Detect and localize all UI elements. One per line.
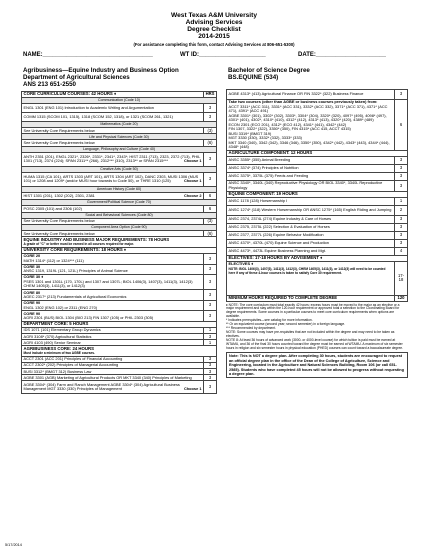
language-courses: ANTH 2351 (201), ENGL 2321*, 2326*, 2331*, 2341*, 2343*; HIST 2311 (713), 2323, 2372 (713), PHIL 1301 (713), 2374 (224); SPAN 2311** (266), 2312*** (310), 2313** or SPAN 2315*** bbox=[23, 153, 201, 164]
course-acct-2301: ACCT 2301 (ACC 201) Principles of Financial Accounting bbox=[22, 357, 204, 363]
course-row[interactable]: HUMA 1315 (CA 101), ARTS 1303 (ART 101), ARTS 1304 (ART 102), DANC 2303, MUSI 1306 (MUS 101) or 1208 and 1209* (and/or MUSI hour towards to Code 50), or THRE 1310 (125) Choose 1 3 bbox=[22, 172, 217, 186]
component-option-label: Component Area Option (Code 90) bbox=[22, 225, 217, 231]
econ-options: ECON 2301 (ECO 201), 4312* (ECO 412), 4341* (441), 4342* (442) bbox=[228, 121, 347, 127]
wtid-field[interactable]: WT ID:____________________ bbox=[180, 52, 266, 58]
form-title: Degree Checklist bbox=[187, 26, 241, 33]
core-30b-course: PSES 1301 and 1301L (170, 170L) and 1307 and 1307L; BIOL 1406(3), 1407(3), 1411(3), 1412(3) CHEM 1405(3), 1411(3), or 1412(3) bbox=[23, 278, 193, 289]
footnote: ** Or an equivalent course (second year; second semester) in a foreign language. bbox=[226, 322, 346, 327]
choose-label: Choose 1 bbox=[183, 158, 202, 164]
footnote: ♦ NOTE: The core curriculum must total exactly 42 hours; excess hours must be moved to the major as an elective or a major requirement and stay within the 120-hour requirement or approved total a selection to the Coordinating Board for degree requirements. Some courses in a particular courses to meet core curriculum requirements when options are available. bbox=[226, 302, 400, 319]
fin-options: FIN 1307, 3322* (322), 3350* (350), FIN 4315* (ACC 415, ACCT 4315) bbox=[228, 126, 351, 132]
electives-header: ELECTIVES: 17-18 HOURS BY ADVISEMENT ♦ bbox=[227, 255, 408, 261]
course-row[interactable]: CORE 80 AGEC 2317* (213) Fundamentals of Agricultural Economics 3 bbox=[22, 290, 217, 301]
agbe-options: AGBE 3301* (301), 3302* (302), 3303*, 3304* (304), 3320* (320), 4097* (495), 4098* (497), 4301* (401), 4302*, 4310* (410), 4312* (412), 4313* (413), 4320* (420), 4389* (489) bbox=[228, 112, 387, 123]
course-ansc-2377: ANSC 2377, 2377L (226) Equine Behavior Modification bbox=[227, 231, 395, 239]
course-row[interactable]: ENGL 1301 (ENG 101) Introduction to Academic Writing and Argumentation 3 bbox=[22, 104, 217, 113]
assistance-note: (For assistance completing this form, contact Advising Services at 806-651-5300) bbox=[133, 42, 295, 47]
hrs-header: HRS bbox=[204, 92, 217, 98]
course-row[interactable]: CORE 90 ENGL 1302 (ENG 102) or 2311 (ENG 270) 3 bbox=[22, 300, 217, 311]
acct-options: ACCT 3311* (ACC 311), 3331* (ACC 331), 3332* (ACC 332), 3371* (ACC 371), 4371* (ACC 471), 4391* (ACC 491) bbox=[228, 103, 388, 114]
right-checklist bbox=[226, 89, 408, 378]
core-20-course: MATH 1314* (112) or 1324*** (111) bbox=[23, 257, 84, 263]
busi-options: BUSI 3319* (BMGT 319) bbox=[228, 130, 272, 136]
course-row[interactable]: AGRI 3108* (370) Agricultural Statistics 3 bbox=[22, 334, 217, 340]
department-core-header: DEPARTMENT CORE: 5 HOURS bbox=[22, 322, 217, 328]
program-title: Agribusiness—Equine Industry and Business Option bbox=[23, 67, 179, 74]
course-engl-1301: ENGL 1301 (ENG 101) Introduction to Academic Writing and Argumentation bbox=[22, 104, 204, 113]
course-row[interactable]: ANSC 1274* (118) Western Horsemanship OR ANSC 1275* (165) English Riding and Jumping 2 bbox=[227, 205, 408, 215]
course-ansc-2375: ANSC 2375, 2375L (222) Selection & Evaluation of Horses bbox=[227, 223, 395, 231]
core-curriculum-header: CORE CURRICULUM COURSES: 42 HOURS ♦ bbox=[22, 92, 204, 98]
course-agri-3108: AGRI 3108* (370) Agricultural Statistics bbox=[22, 334, 204, 340]
government-label: Government/Political Science (Code 70) bbox=[22, 199, 217, 205]
course-row[interactable]: ANSC 1178 (128) Horsemanship I 1 bbox=[227, 197, 408, 205]
course-agri-4103: AGRI 4103 (490) Senior Seminar bbox=[22, 340, 204, 346]
course-ids-1071: IDS 1071 (101) Elementary Group Dynamics bbox=[22, 328, 204, 334]
course-row[interactable]: ANSC 3374* (374) Principles of Nutrition 3 bbox=[227, 165, 408, 173]
footnote: NOTE 8: At least 36 hours of advanced work (3000- or 4000-level course) for which tuition is paid must be earned at WTAMU, and 36 of the final 30 hours counted toward the degree must be earned at WTAMU. A maximum of six semester hours in religion and six semester hours in physical education (PHED) courses can count toward a baccalaureate degree. bbox=[226, 337, 404, 350]
catalog-year: 2014-2015 bbox=[198, 33, 230, 40]
core-20-label: CORE 20 bbox=[23, 253, 41, 259]
course-acct-2302: ACCT 2302* (202) Principles of Managerial Accounting bbox=[22, 363, 204, 369]
course-row[interactable]: IDS 1071 (101) Elementary Group Dynamics 1 bbox=[22, 328, 217, 334]
minimum-hours-label: MINIMUM HOURS REQUIRED TO COMPLETE DEGREE bbox=[227, 295, 395, 301]
take-two-courses-note: Take two courses (other than AGBE or business courses previously taken) from: bbox=[228, 99, 378, 105]
left-checklist: CORE CURRICULUM COURSES: 42 HOURS ♦ HRS Communication (Code 10) ENGL 1301 (ENG 101) Introduction to Academic Writing and Argumentation 3 COMM 1315 (SCOM 101, 1315), 1318 (SCOM 152, 1318), or 1321 (SCOM 261, 1321) 3 Mathematics (Code 20) See University Core Requirements below (3) Life and Physical Sciences (Code 30) See University Core Requirements below (6) Language, Philosophy and Culture (Code 40) ANTH 2351 (201), ENGL 2321*, 2326*, 2331*, 2341*, 2343*; HIST 2311 (713), 2323, 2372 (713), PHIL 1301 (713), 2374 (224); SPAN 2311** (266), 2312*** (310), 2313** or SPAN 2315*** Choose 1 3 Creative Arts (Code 50) HUMA 1315 (CA 101), ARTS 1303 (ART 101), ARTS 1304 (ART 102), DANC 2303, MUSI 1306 (MUS 101) or 1208 and 1209* (and/or MUSI hour towards to Code 50), or THRE 1310 (125) Choose 1 3 American History (Code 60) HIST 1301 (201), 1302 (202), 2301, 2381 Choose 2 6 Government/Political Science (Code 70) POSC 2305 (101) and 2306 (102) 6 Social and Behavioral Sciences (Code 80) See University Core Requirements below (3) Component Area Option (Code 90) See University Core Requirements below (6) EQUINE INDUSTRY AND BUSINESS MAJOR REQUIREMENTS: 78 HOURS A grade of "C" or better must be earned in all courses required for major. UNIVERSITY CORE REQUIREMENTS: 18 HOURS ♦ CORE 20 MATH 1314* (112) or 1324*** (111) 3 CORE 30 ANSC 1319, 1319L (121, 121L) Principles of Animal Science 3 CORE 30 ♦ PSES 1301 and 1301L (170, 170L) and 1307 and 1307L; BIOL 1406(3), 1407(3), 1411(3), 1412(3) CHEM 1405(3), 1411(3), or 1412(3) 3 CORE 80 AGEC 2317* (213) Fundamentals of Agricultural Economics 3 CORE 90 ENGL 1302 (ENG 102) or 2311 (ENG 270) 3 CORE 90 AGRI 2301 (BUS) BIOL 1304 (BIO 213) FIN 1307 (105) or PHIL 2303 (305) 3 DEPARTMENT CORE: 5 HOURS IDS 1071 (101) Elementary Group Dynamics 1 AGRI 3108* (370) Agricultural Statistics 3 AGRI 4103 (490) Senior Seminar 1 AGRIBUSINESS CORE: 24 HOURS Must include a minimum of two AGBE courses. ACCT 2301 (ACC 201) Principles of Financial Accounting 3 ACCT 2302* (202) Principles of Managerial Accounting 3 BUSI 3312* (BMGT 312) Business Law 3 AGBE 3301 (AGB) Marketing of Agricultural Products OR MKT 3340 (340) Principles of Marketing 3 AGBE 3304* (304) Farm and Ranch Management AGBE 3304* (304) Agricultural Business Management MGT 3330 (330) Principles of Management Choose 1 3 bbox=[21, 91, 217, 394]
history-courses: HIST 1301 (201), 1302 (202), 2301, 2381 bbox=[23, 192, 95, 198]
office-location: ANS 213 651-2550 bbox=[23, 81, 76, 88]
arts-courses: HUMA 1315 (CA 101), ARTS 1303 (ART 101), ARTS 1304 (ART 102), DANC 2303, MUSI 1306 (MUS 101) or 1208 and 1209* (and/or MUSI hour towards to Code 50), or THRE 1310 (125) bbox=[23, 173, 199, 184]
major-requirements-header: EQUINE INDUSTRY AND BUSINESS MAJOR REQUIREMENTS: 78 HOURS bbox=[23, 236, 170, 242]
course-row[interactable]: ANSC 2374, 2374L (274) Equine Industry & Care of Horses 3 bbox=[227, 215, 408, 223]
component-see-below: See University Core Requirements below bbox=[22, 231, 204, 237]
course-busi-3312: BUSI 3312* (BMGT 312) Business Law bbox=[22, 369, 204, 375]
course-row[interactable]: ANSC 4370*, 4370L (470) Equine Science and Production 3 bbox=[227, 239, 408, 247]
footnote: *** Recommended by department. bbox=[226, 326, 277, 330]
course-row[interactable]: COMM 1315 (SCOM 101, 1315), 1318 (SCOM 152, 1318), or 1321 (SCOM 261, 1321) 3 bbox=[22, 113, 217, 122]
core-30-label: CORE 30 bbox=[23, 264, 41, 269]
university-title: West Texas A&M University bbox=[171, 12, 257, 19]
course-ansc-3340: ANSC 3340*, 3340L (340) Reproductive Physiology OR BIOL 3340*, 3340L Reproductive Physiology bbox=[227, 181, 395, 192]
government-courses: POSC 2305 (101) and 2306 (102) bbox=[22, 205, 204, 212]
date-field[interactable]: DATE:_____________________ bbox=[298, 52, 386, 58]
course-ansc-4370: ANSC 4370*, 4370L (470) Equine Science and Production bbox=[227, 239, 395, 247]
course-agbe-3304: AGBE 3304* (304) Farm and Ranch Management AGBE 3304* (304) Agricultural Business Management MGT 3330 (330) Principles of Management bbox=[23, 381, 180, 392]
degree-code: BS.EQUINE (534) bbox=[228, 74, 279, 81]
university-core-header: UNIVERSITY CORE REQUIREMENTS: 18 HOURS ♦ bbox=[22, 247, 217, 253]
name-field[interactable]: NAME:_________________________________ bbox=[23, 52, 153, 58]
wtid-label: WT ID: bbox=[180, 52, 199, 58]
footnote: NOTE: Some courses may have pre-requisites that are not included within the degree and may need to be taken as electives. bbox=[226, 329, 395, 338]
course-row[interactable]: ANSC 3340*, 3340L (340) Reproductive Physiology OR BIOL 3340*, 3340L Reproductive Physiology 3 bbox=[227, 181, 408, 192]
core-90b-label: CORE 90 bbox=[23, 310, 41, 316]
course-agbe-3301: AGBE 3301 (AGB) Marketing of Agricultural Products OR MKT 3340 (340) Principles of Marketing bbox=[22, 375, 204, 381]
course-row[interactable]: ANSC 3375*, 3375L (375) Feeds and Feeding 3 bbox=[227, 173, 408, 181]
course-row[interactable]: ACCT 2302* (202) Principles of Managerial Accounting 3 bbox=[22, 363, 217, 369]
mathematics-label: Mathematics (Code 20) bbox=[22, 122, 217, 128]
course-row[interactable]: ANSC 3355* (355) Animal Breeding 3 bbox=[227, 157, 408, 165]
course-ansc-3355: ANSC 3355* (355) Animal Breeding bbox=[227, 157, 395, 165]
course-row[interactable]: ANSC 2375, 2375L (222) Selection & Evaluation of Horses 3 bbox=[227, 223, 408, 231]
agriculture-component-header: AGRICULTURE COMPONENT: 12 HOURS bbox=[227, 151, 408, 157]
social-see-below: See University Core Requirements below bbox=[22, 219, 204, 225]
core-30-course: ANSC 1319, 1319L (121, 121L) Principles of Animal Science bbox=[23, 268, 128, 274]
choose-label: Choose 1 bbox=[183, 386, 202, 392]
course-agbe-4313: AGBE 4313* (413) Agricultural Finance OR FIN 3322* (322) Business Finance bbox=[227, 90, 395, 100]
core-90b-course: AGRI 2301 (BUS) BIOL 1304 (BIO 213) FIN 1307 (105) or PHIL 2303 (305) bbox=[23, 315, 154, 321]
core-80-label: CORE 80 bbox=[23, 289, 41, 295]
department-title: Department of Agricultural Sciences bbox=[23, 74, 130, 81]
course-row[interactable]: ANSC 4473*, 4473L Equine Business Planning and Mgt. 4 bbox=[227, 247, 408, 255]
minimum-hours-value: 120 bbox=[395, 295, 408, 301]
course-row[interactable]: POSC 2305 (101) and 2306 (102) 6 bbox=[22, 205, 217, 212]
course-ansc-1178: ANSC 1178 (128) Horsemanship I bbox=[227, 197, 395, 205]
core-80-course: AGEC 2317* (213) Fundamentals of Agricultural Economics bbox=[23, 294, 127, 300]
grade-note: A grade of "C" or better must be earned in all courses required for major. bbox=[23, 242, 134, 247]
social-sciences-label: Social and Behavioral Sciences (Code 80) bbox=[22, 212, 217, 218]
course-row[interactable]: AGBE 4313* (413) Agricultural Finance OR FIN 3322* (322) Business Finance 3 bbox=[227, 90, 408, 100]
language-label: Language, Philosophy and Culture (Code 40) bbox=[22, 146, 217, 152]
math-see-below: See University Core Requirements below bbox=[22, 128, 204, 134]
mgt-options: MGT 3330 (330), 3332* (332), 3333* (333) bbox=[228, 135, 302, 141]
course-row[interactable]: AGBE 3304* (304) Farm and Ranch Management AGBE 3304* (304) Agricultural Business Management MGT 3330 (330) Principles of Management Choose 1 3 bbox=[22, 381, 217, 394]
course-row[interactable]: ELECTIVES ♦ NOTE: BIOL 1406(3), 1407(3), 1411(3), 1412(3), CHEM 1405(3), 1411(3), or 1412(3) will need to be counted here if any of these 4-hour courses is taken to satisfy Core 30 requirement. 17-18 bbox=[227, 261, 408, 295]
choose-label: Choose 1 bbox=[183, 178, 202, 184]
course-ansc-3374: ANSC 3374* (374) Principles of Nutrition bbox=[227, 165, 395, 173]
creative-arts-label: Creative Arts (Code 50) bbox=[22, 166, 217, 172]
communication-label: Communication (Code 10) bbox=[22, 98, 217, 104]
course-ansc-3375: ANSC 3375*, 3375L (375) Feeds and Feeding bbox=[227, 173, 395, 181]
agribusiness-core-header: AGRIBUSINESS CORE: 24 HOURS bbox=[23, 345, 94, 351]
agribusiness-core-note: Must include a minimum of two AGBE courses. bbox=[23, 351, 95, 356]
course-row[interactable]: ANTH 2351 (201), ENGL 2321*, 2326*, 2331*, 2341*, 2343*; HIST 2311 (713), 2323, 2372 (713), PHIL 1301 (713), 2374 (224); SPAN 2311** (266), 2312*** (310), 2313** or SPAN 2315*** Choose 1 3 bbox=[22, 152, 217, 166]
course-ansc-2374: ANSC 2374, 2374L (274) Equine Industry & Care of Horses bbox=[227, 215, 395, 223]
degree-plan-note: Note: This is NOT a degree plan. After completing 30 hours, students are encouraged to request an official degree plan in the office of the Dean of the College of Agriculture, Science and Engineering, located in the Agriculture and Natural Sciences Building, Room 106 (or call 651-2585). Students who have completed 45 hours will not be allowed to progress without requesting a degree plan. bbox=[226, 352, 408, 378]
core-90a-label: CORE 90 bbox=[23, 300, 41, 306]
course-ansc-4473: ANSC 4473*, 4473L Equine Business Planning and Mgt. bbox=[227, 247, 395, 255]
core-90a-course: ENGL 1302 (ENG 102) or 2311 (ENG 270) bbox=[23, 304, 98, 310]
course-ansc-1274: ANSC 1274* (118) Western Horsemanship OR ANSC 1275* (165) English Riding and Jumping bbox=[227, 205, 395, 215]
electives-label: ELECTIVES ♦ bbox=[228, 261, 254, 267]
revision-date: 5/17/2014 bbox=[5, 543, 22, 547]
course-row[interactable]: CORE 90 AGRI 2301 (BUS) BIOL 1304 (BIO 213) FIN 1307 (105) or PHIL 2303 (305) 3 bbox=[22, 311, 217, 322]
course-row[interactable]: Take two courses (other than AGBE or business courses previously taken) from: ACCT 3311* (ACC 311), 3331* (ACC 331), 3332* (ACC 332), 3371* (ACC 371), 4371* (ACC 471), 4391* (ACC 491) AGBE 3301* (301), 3302* (302), 3303*, 3304* (304), 3320* (320), 4097* (495), 4098* (497), 4301* (401), 4302*, 4310* (410), 4312* (412), 4313* (413), 4320* (420), 4389* (489) ECON 2301 (ECO 201), 4312* (ECO 412), 4341* (441), 4342* (442) FIN 1307, 3322* (322), 3350* (350), FIN 4315* (ACC 415, ACCT 4315) BUSI 3319* (BMGT 319) MGT 3330 (330), 3332* (332), 3333* (333) MKT 3340 (340), 3342 (342), 3346 (346), 3350* (350), 4342* (442), 4343* (443), 4344* (444), 4348* (448) 6 bbox=[227, 100, 408, 151]
degree-title: Bachelor of Science Degree bbox=[228, 67, 310, 74]
course-row[interactable]: AGRI 4103 (490) Senior Seminar 1 bbox=[22, 340, 217, 346]
equine-component-header: EQUINE COMPONENT: 19 HOURS bbox=[227, 191, 408, 197]
core-30b-label: CORE 30 ♦ bbox=[23, 274, 44, 280]
life-sciences-label: Life and Physical Sciences (Code 30) bbox=[22, 134, 217, 140]
course-row[interactable]: CORE 30 ♦ PSES 1301 and 1301L (170, 170L) and 1307 and 1307L; BIOL 1406(3), 1407(3), 1411(3), 1412(3) CHEM 1405(3), 1411(3), or 1412(3) 3 bbox=[22, 275, 217, 290]
course-row[interactable]: BUSI 3312* (BMGT 312) Business Law 3 bbox=[22, 369, 217, 375]
american-history-label: American History (Code 60) bbox=[22, 186, 217, 192]
course-row[interactable]: HIST 1301 (201), 1302 (202), 2301, 2381 Choose 2 6 bbox=[22, 192, 217, 199]
footnotes bbox=[226, 304, 408, 351]
electives-note: NOTE: BIOL 1406(3), 1407(3), 1411(3), 1412(3), CHEM 1405(3), 1411(3), or 1412(3) will need to be counted here if any of these 4-hour courses is taken to satisfy Core 30 requirement. bbox=[228, 266, 386, 276]
footnote: * Indicates prerequisites—see catalog for more information. bbox=[226, 318, 313, 323]
course-row[interactable]: ANSC 2377, 2377L (226) Equine Behavior Modification 3 bbox=[227, 231, 408, 239]
course-row[interactable]: AGBE 3301 (AGB) Marketing of Agricultural Products OR MKT 3340 (340) Principles of Marketing 3 bbox=[22, 375, 217, 381]
life-see-below: See University Core Requirements below bbox=[22, 140, 204, 146]
office-title: Advising Services bbox=[185, 19, 243, 26]
mkt-options: MKT 3340 (340), 3342 (342), 3346 (346), 3350* (350), 4342* (442), 4343* (443), 4344* (444), 4348* (448) bbox=[228, 139, 390, 150]
course-comm: COMM 1315 (SCOM 101, 1315), 1318 (SCOM 152, 1318), or 1321 (SCOM 261, 1321) bbox=[22, 113, 204, 122]
course-row[interactable]: CORE 30 ANSC 1319, 1319L (121, 121L) Principles of Animal Science 3 bbox=[22, 264, 217, 275]
date-label: DATE: bbox=[298, 52, 316, 58]
course-row[interactable]: ACCT 2301 (ACC 201) Principles of Financial Accounting 3 bbox=[22, 357, 217, 363]
course-row[interactable]: CORE 20 MATH 1314* (112) or 1324*** (111) 3 bbox=[22, 254, 217, 265]
name-label: NAME: bbox=[23, 52, 43, 58]
choose-label: Choose 2 bbox=[183, 192, 202, 198]
